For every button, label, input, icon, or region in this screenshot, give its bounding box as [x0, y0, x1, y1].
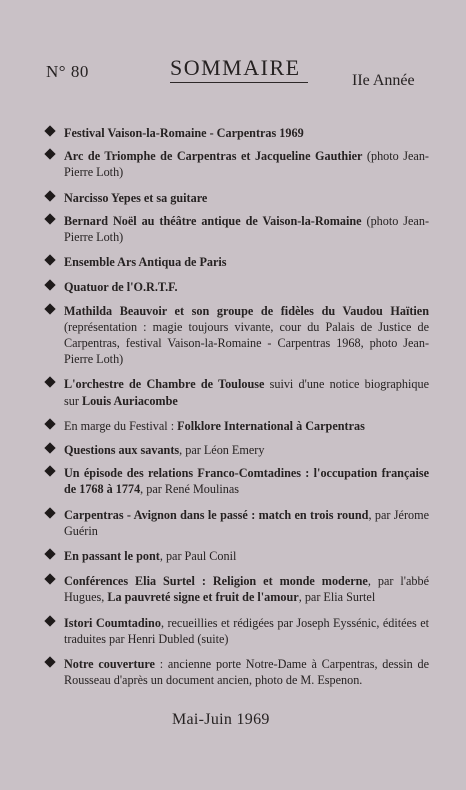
contents-entry	[44, 418, 429, 434]
contents-entry	[44, 190, 429, 206]
diamond-bullet-icon	[44, 149, 55, 160]
contents-entry	[44, 125, 429, 141]
entry-detail-text: suivi d'une notice biographique sur	[64, 377, 429, 408]
entry-detail-text: , par Léon Emery	[179, 443, 265, 458]
diamond-bullet-icon	[44, 280, 55, 291]
entry-detail-text: , recueillies et rédigées par Joseph Eyssénic, éditées et traduites par Henri Dubled (suite)	[64, 615, 430, 646]
entry-title-text: Mathilda Beauvoir et son groupe de fidèles du Vaudou Haïtien	[64, 303, 429, 318]
entry-title-text: Istori Coumtadino	[64, 615, 161, 630]
entry-title-text: Quatuor de l'O.R.T.F.	[64, 280, 178, 295]
diamond-bullet-icon	[44, 377, 55, 388]
contents-entry	[44, 148, 429, 180]
title-block	[170, 55, 310, 83]
contents-entry	[44, 507, 429, 539]
entry-detail-text: (photo Jean-Pierre Loth)	[64, 149, 429, 180]
diamond-bullet-icon	[44, 418, 55, 429]
entry-title-text: Narcisso Yepes et sa guitare	[64, 190, 208, 205]
contents-entry	[44, 279, 429, 295]
entry-title-text: Ensemble Ars Antiqua de Paris	[64, 255, 227, 270]
entry-title-text: L'orchestre de Chambre de Toulouse	[64, 377, 265, 392]
diamond-bullet-icon	[44, 255, 55, 266]
contents-entry	[44, 213, 429, 245]
issue-date: Mai-Juin 1969	[172, 711, 270, 728]
contents-entry	[44, 615, 429, 647]
table-of-contents	[44, 125, 429, 688]
entry-title-text: Folklore International à Carpentras	[177, 418, 365, 433]
diamond-bullet-icon	[44, 548, 55, 559]
diamond-bullet-icon	[44, 574, 55, 585]
contents-entry	[44, 656, 429, 688]
entry-title-text: Conférences Elia Surtel : Religion et monde moderne	[64, 574, 368, 589]
issue-number: N° 80	[46, 62, 89, 81]
entry-title-text: Louis Auriacombe	[81, 393, 178, 408]
page-title: SOMMAIRE	[170, 55, 301, 80]
entry-title-text: Questions aux savants	[64, 443, 180, 458]
diamond-bullet-icon	[44, 213, 55, 224]
entry-detail-text: , par Paul Conil	[159, 549, 237, 564]
entry-detail-text: , par Elia Surtel	[298, 590, 376, 605]
entry-detail-text: , par Jérome Guérin	[64, 507, 429, 538]
entry-title-text: Un épisode des relations Franco-Comtadines : l'occupation française de 1768 à 1774	[64, 466, 429, 497]
contents-entry	[44, 465, 429, 497]
entry-title-text: Festival Vaison-la-Romaine - Carpentras 1969	[64, 126, 304, 140]
diamond-bullet-icon	[44, 507, 55, 518]
diamond-bullet-icon	[44, 656, 55, 667]
diamond-bullet-icon	[44, 615, 55, 626]
entry-title-text: La pauvreté signe et fruit de l'amour	[107, 590, 299, 605]
contents-entry	[44, 573, 429, 605]
year-label: IIe Année	[352, 72, 415, 89]
contents-entry	[44, 376, 429, 408]
contents-entry	[44, 303, 429, 368]
entry-title-text: Arc de Triomphe de Carpentras et Jacqueline Gauthier	[64, 149, 363, 164]
diamond-bullet-icon	[44, 125, 55, 136]
entry-title-text: Carpentras - Avignon dans le passé : match en trois round	[64, 507, 369, 522]
entry-detail-text: En marge du Festival :	[64, 418, 178, 433]
diamond-bullet-icon	[44, 466, 55, 477]
entry-detail-text: : ancienne porte Notre-Dame à Carpentras, dessin de Rousseau d'après un document ancien, photo de M. Espenon.	[64, 657, 430, 688]
entry-detail-text: (représentation : magie toujours vivante, cour du Palais de Justice de Carpentras, festival Vaison-la-Romaine - Carpentras 1968, photo Jean-Pierre Loth)	[64, 319, 429, 367]
contents-entry	[44, 442, 429, 458]
entry-detail-text: (photo Jean-Pierre Loth)	[64, 213, 429, 245]
diamond-bullet-icon	[44, 190, 55, 201]
entry-title-text: Bernard Noël au théâtre antique de Vaison-la-Romaine	[64, 213, 362, 228]
entry-title-text: Notre couverture	[64, 657, 155, 672]
contents-entry	[44, 548, 429, 564]
diamond-bullet-icon	[44, 442, 55, 453]
diamond-bullet-icon	[44, 303, 55, 314]
entry-detail-text: , par l'abbé Hugues,	[64, 574, 429, 605]
contents-entry	[44, 254, 429, 270]
entry-detail-text: , par René Moulinas	[140, 482, 240, 497]
title-underline	[170, 82, 308, 83]
entry-title-text: En passant le pont	[64, 549, 160, 564]
